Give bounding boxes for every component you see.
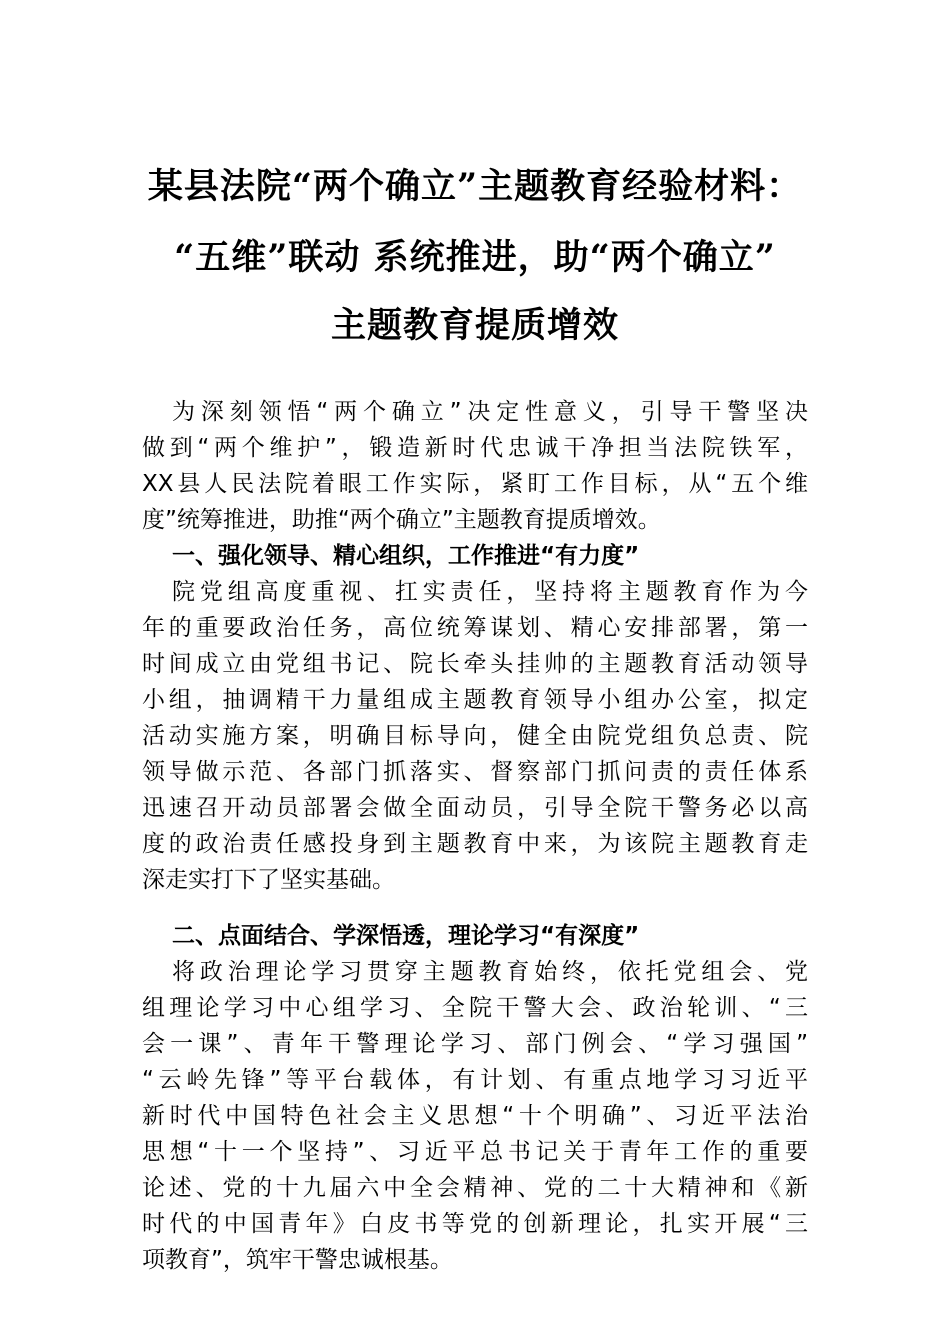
section-2-paragraph [142, 954, 808, 1278]
text-line: 为深刻领悟“两个确立”决定性意义，引导干警坚决 [172, 399, 808, 425]
text-line: 项教育”，筑牢干警忠诚根基。 [142, 1247, 453, 1273]
text-line: 组理论学习中心组学习、全院干警大会、政治轮训、“三 [142, 995, 808, 1021]
text-line: 论述、党的十九届六中全会精神、党的二十大精神和《新 [142, 1175, 808, 1201]
section-heading-2 [142, 918, 808, 954]
text-line: 度”统筹推进，助推“两个确立”主题教育提质增效。 [142, 507, 661, 533]
text-line: 活动实施方案，明确目标导向，健全由院党组负总责、院 [142, 723, 808, 749]
text-line: 度的政治责任感投身到主题教育中来，为该院主题教育走 [142, 831, 808, 857]
document-body [142, 394, 808, 1278]
document-title-line-1: 某县法院“两个确立”主题教育经验材料： [147, 166, 803, 207]
intro-paragraph [142, 394, 808, 538]
text-line: 新时代中国特色社会主义思想“十个明确”、习近平法治 [142, 1103, 808, 1129]
text-line: 时代的中国青年》白皮书等党的创新理论，扎实开展“三 [142, 1211, 808, 1237]
heading-text: 二、点面结合、学深悟透，理论学习“有深度” [172, 923, 640, 949]
text-line: 思想“十一个坚持”、习近平总书记关于青年工作的重要 [142, 1139, 808, 1165]
text-line: 会一课”、青年干警理论学习、部门例会、“学习强国” [142, 1031, 808, 1057]
text-line: 深走实打下了坚实基础。 [142, 867, 395, 893]
text-line: 做到“两个维护”，锻造新时代忠诚干净担当法院铁军， [142, 435, 808, 461]
text-line: XX县人民法院着眼工作实际，紧盯工作目标，从“五个维 [142, 471, 808, 497]
text-line: 年的重要政治任务，高位统筹谋划、精心安排部署，第一 [142, 615, 808, 641]
section-heading-1 [142, 538, 808, 574]
text-line: 迅速召开动员部署会做全面动员，引导全院干警务必以高 [142, 795, 808, 821]
text-line: 院党组高度重视、扛实责任，坚持将主题教育作为今 [172, 579, 808, 605]
document-title-line-3: 主题教育提质增效 [330, 305, 619, 346]
text-line: 将政治理论学习贯穿主题教育始终，依托党组会、党 [172, 959, 808, 985]
text-line: 领导做示范、各部门抓落实、督察部门抓问责的责任体系 [142, 759, 808, 785]
heading-text: 一、强化领导、精心组织，工作推进“有力度” [172, 543, 640, 569]
section-1-paragraph [142, 574, 808, 898]
document-title-line-2: “五维”联动 系统推进，助“两个确立” [174, 237, 776, 278]
text-line: “云岭先锋”等平台载体，有计划、有重点地学习习近平 [142, 1067, 808, 1093]
text-line: 时间成立由党组书记、院长牵头挂帅的主题教育活动领导 [142, 651, 808, 677]
text-line: 小组，抽调精干力量组成主题教育领导小组办公室，拟定 [142, 687, 808, 713]
